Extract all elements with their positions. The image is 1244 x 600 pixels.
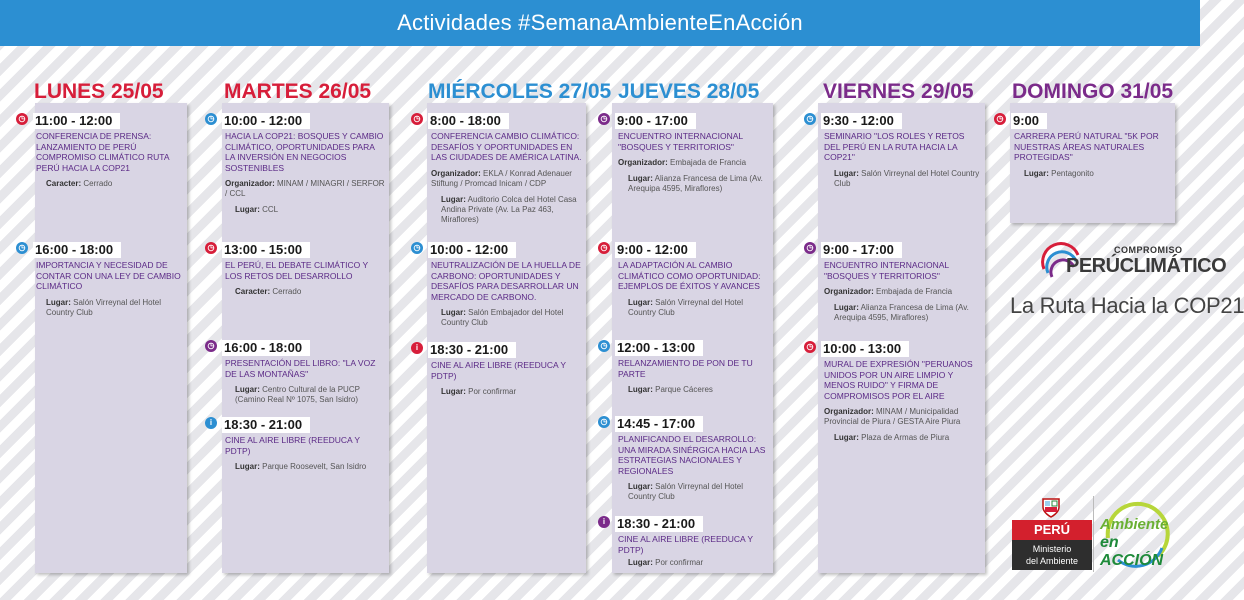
clock-icon: ◷	[411, 113, 423, 125]
event-title: IMPORTANCIA Y NECESIDAD DE CONTAR CON UNA LEY DE CAMBIO CLIMÁTICO	[36, 260, 181, 291]
event-lugar: Salón Embajador del Hotel Country Club	[441, 308, 564, 327]
info-icon: i	[598, 516, 610, 528]
event-card	[207, 339, 385, 405]
event-lugar: CCL	[262, 205, 279, 214]
clock-icon: ◷	[994, 113, 1006, 125]
ruta-cop21-tagline: La Ruta Hacia la COP21	[1010, 293, 1244, 318]
event-lugar: Salón Virreynal del Hotel Country Club	[628, 297, 744, 317]
logo-compromiso-text: COMPROMISO	[1114, 245, 1183, 255]
lugar-label: Lugar:	[628, 297, 653, 307]
event-title: NEUTRALIZACIÓN DE LA HUELLA DE CARBONO: OPORTUNIDADES Y DESAFÍOS PARA DESARROLLAR UN MERCADO DE CARBONO.	[431, 260, 581, 302]
event-title: PLANIFICANDO EL DESARROLLO: UNA MIRADA SINÉRGICA HACIA LAS ESTRATEGIAS NACIONALES Y REGIONALES	[618, 434, 766, 476]
day-header-monday: LUNES 25/05	[34, 80, 164, 103]
lugar-label: Lugar:	[628, 174, 653, 183]
info-icon: i	[411, 342, 423, 354]
event-lugar: Alianza Francesa de Lima (Av. Arequipa 4595, Miraflores)	[628, 174, 763, 193]
clock-icon: ◷	[16, 242, 28, 254]
event-title: CONFERENCIA CAMBIO CLIMÁTICO: DESAFÍOS Y OPORTUNIDADES EN LAS CIUDADES DE AMÉRICA LATINA.	[431, 131, 582, 162]
organizador-label: Organizador:	[431, 168, 481, 178]
organizador-label: Organizador:	[225, 179, 275, 188]
event-time: 8:00 - 18:00	[428, 113, 509, 129]
clock-icon: ◷	[205, 113, 217, 125]
lugar-label: Lugar:	[441, 194, 466, 204]
event-card	[209, 416, 385, 472]
lugar-label: Lugar:	[628, 558, 653, 567]
event-lugar: Por confirmar	[655, 558, 704, 567]
event-time: 14:45 - 17:00	[615, 416, 703, 432]
event-title: HACIA LA COP21: BOSQUES Y CAMBIO CLIMÁTICO, OPORTUNIDADES PARA LA INVERSIÓN EN NEGOCIOS SOSTENIBLES	[225, 131, 384, 173]
event-card	[600, 339, 770, 395]
clock-icon: ◷	[804, 113, 816, 125]
event-time: 11:00 - 12:00	[33, 113, 120, 129]
event-title: CINE AL AIRE LIBRE (REEDUCA Y PDTP)	[431, 360, 566, 381]
lugar-label: Lugar:	[834, 433, 859, 442]
clock-icon: ◷	[598, 242, 610, 254]
event-lugar: Plaza de Armas de Piura	[861, 433, 950, 442]
event-time: 13:00 - 15:00	[222, 242, 310, 258]
clock-icon: ◷	[598, 340, 610, 352]
event-card	[415, 341, 583, 397]
event-title: SEMINARIO "LOS ROLES Y RETOS DEL PERÚ EN LA RUTA HACIA LA COP21"	[824, 131, 965, 162]
event-title: EL PERÚ, EL DEBATE CLIMÁTICO Y LOS RETOS DEL DESARROLLO	[225, 260, 368, 281]
event-card	[806, 241, 982, 323]
clock-icon: ◷	[598, 113, 610, 125]
lugar-label: Lugar:	[628, 482, 653, 491]
lugar-label: Lugar:	[1024, 168, 1049, 178]
clock-icon: ◷	[598, 416, 610, 428]
event-title: ENCUENTRO INTERNACIONAL "BOSQUES Y TERRITORIOS"	[824, 260, 949, 281]
ministry-line-1: Ministerio	[1032, 544, 1072, 554]
event-time: 16:00 - 18:00	[222, 340, 310, 356]
event-lugar: Por confirmar	[468, 387, 517, 396]
event-time: 18:30 - 21:00	[222, 417, 310, 433]
clock-icon: ◷	[205, 340, 217, 352]
event-title: MURAL DE EXPRESIÓN "PERUANOS UNIDOS POR UN AIRE LIMPIO Y MENOS RUIDO" Y FIRMA DE COMPROMISOS POR EL AIRE	[824, 359, 973, 401]
event-card	[602, 515, 770, 568]
event-time: 12:00 - 13:00	[615, 340, 703, 356]
clock-icon: ◷	[205, 242, 217, 254]
peru-compromiso-climatico-logo	[1010, 245, 1244, 325]
logo-peru-climatico-text: PERÚCLIMÁTICO	[1066, 255, 1227, 277]
caracter-label: Caracter:	[235, 287, 271, 296]
event-lugar: Salón Virreynal del Hotel Country Club	[46, 297, 162, 317]
lugar-label: Lugar:	[235, 205, 260, 214]
lugar-label: Lugar:	[441, 308, 466, 317]
event-lugar: Parque Cáceres	[655, 385, 713, 394]
event-title: CARRERA PERÚ NATURAL "5K POR NUESTRAS ÁREAS NATURALES PROTEGIDAS"	[1014, 131, 1159, 162]
event-organizador: Embajada de Francia	[670, 158, 747, 167]
ministry-text	[1012, 540, 1092, 570]
event-lugar: Alianza Francesa de Lima (Av. Arequipa 4595, Miraflores)	[834, 303, 969, 322]
logo-divider	[1093, 496, 1094, 572]
event-caracter: Cerrado	[83, 179, 113, 188]
day-header-thursday: JUEVES 28/05	[618, 80, 760, 103]
event-title: PRESENTACIÓN DEL LIBRO: "LA VOZ DE LAS MONTAÑAS"	[225, 358, 376, 379]
event-lugar: Pentagonito	[1051, 168, 1094, 178]
event-card	[600, 112, 770, 194]
lugar-label: Lugar:	[834, 168, 859, 178]
organizador-label: Organizador:	[824, 287, 874, 296]
event-time: 10:00 - 12:00	[428, 242, 516, 258]
event-card	[996, 112, 1172, 179]
event-title: CINE AL AIRE LIBRE (REEDUCA Y PDTP)	[225, 435, 360, 456]
day-header-tuesday: MARTES 26/05	[224, 80, 372, 103]
caracter-label: Caracter:	[46, 179, 82, 188]
event-time: 9:00 - 17:00	[821, 242, 902, 258]
event-organizador: MINAM / MINAGRI / SERFOR / CCL	[225, 179, 385, 198]
event-time: 9:00 - 17:00	[615, 113, 696, 129]
event-card	[806, 112, 982, 189]
event-time: 18:30 - 21:00	[615, 516, 703, 532]
event-lugar: Auditorio Colca del Hotel Casa Andina Private (Av. La Paz 463, Miraflores)	[441, 194, 577, 224]
lugar-label: Lugar:	[46, 297, 71, 307]
event-lugar: Parque Roosevelt, San Isidro	[262, 462, 367, 471]
clock-icon: ◷	[16, 113, 28, 125]
event-card	[806, 340, 982, 443]
event-caracter: Cerrado	[272, 287, 302, 296]
peru-text: PERÚ	[1012, 520, 1092, 540]
clock-icon: ◷	[804, 341, 816, 353]
lugar-label: Lugar:	[235, 385, 260, 394]
info-icon: i	[205, 417, 217, 429]
event-time: 10:00 - 12:00	[222, 113, 310, 129]
banner-title: Actividades #SemanaAmbienteEnAcción	[0, 0, 1200, 46]
event-card	[18, 112, 184, 189]
event-card	[413, 241, 583, 328]
event-title: CINE AL AIRE LIBRE (REEDUCA Y PDTP)	[618, 534, 753, 555]
event-time: 16:00 - 18:00	[33, 242, 121, 258]
event-title: ENCUENTRO INTERNACIONAL "BOSQUES Y TERRITORIOS"	[618, 131, 743, 152]
event-card	[18, 241, 184, 318]
lugar-label: Lugar:	[834, 303, 859, 312]
event-lugar: Centro Cultural de la PUCP (Camino Real Nº 1075, San Isidro)	[235, 385, 360, 404]
event-card	[600, 241, 770, 318]
event-title: CONFERENCIA DE PRENSA: LANZAMIENTO DE PERÚ COMPROMISO CLIMÁTICO RUTA PERÚ HACIA LA COP21	[36, 131, 170, 173]
event-card	[207, 112, 385, 215]
organizador-label: Organizador:	[824, 407, 874, 416]
event-lugar: Salón Virreynal del Hotel Country Club	[628, 482, 744, 501]
event-title: RELANZAMIENTO DE PON DE TU PARTE	[618, 358, 753, 379]
event-organizador: MINAM / Municipalidad Provincial de Piura / GESTA Aire Piura	[824, 407, 961, 426]
event-time: 9:00	[1011, 113, 1047, 129]
lugar-label: Lugar:	[628, 385, 653, 394]
event-lugar: Salón Virreynal del Hotel Country Club	[834, 168, 980, 188]
day-header-wednesday: MIÉRCOLES 27/05	[428, 80, 612, 103]
event-card	[600, 415, 770, 502]
en-accion-text: en ACCIÓN	[1100, 534, 1164, 569]
event-time: 9:30 - 12:00	[821, 113, 902, 129]
event-time: 10:00 - 13:00	[821, 341, 909, 357]
event-title: LA ADAPTACIÓN AL CAMBIO CLIMÁTICO COMO OPORTUNIDAD: EJEMPLOS DE ÉXITOS Y AVANCES	[618, 260, 761, 291]
lugar-label: Lugar:	[441, 387, 466, 396]
organizador-label: Organizador:	[618, 158, 668, 167]
clock-icon: ◷	[804, 242, 816, 254]
event-card	[207, 241, 385, 297]
event-card	[413, 112, 583, 225]
peru-ministerio-logo	[1012, 498, 1092, 570]
event-time: 18:30 - 21:00	[428, 342, 516, 358]
event-time: 9:00 - 12:00	[615, 242, 696, 258]
peru-shield-icon	[1042, 498, 1060, 518]
ambiente-text: Ambiente	[1100, 516, 1169, 533]
ambiente-en-accion-logo	[1096, 498, 1178, 570]
event-organizador: Embajada de Francia	[876, 287, 953, 296]
day-header-friday: VIERNES 29/05	[823, 80, 974, 103]
clock-icon: ◷	[411, 242, 423, 254]
ministry-line-2: del Ambiente	[1025, 556, 1079, 566]
event-organizador: EKLA / Konrad Adenauer Stiftung / Promcad Inicam / CDP	[431, 168, 572, 188]
day-header-sunday: DOMINGO 31/05	[1012, 80, 1174, 103]
lugar-label: Lugar:	[235, 462, 260, 471]
